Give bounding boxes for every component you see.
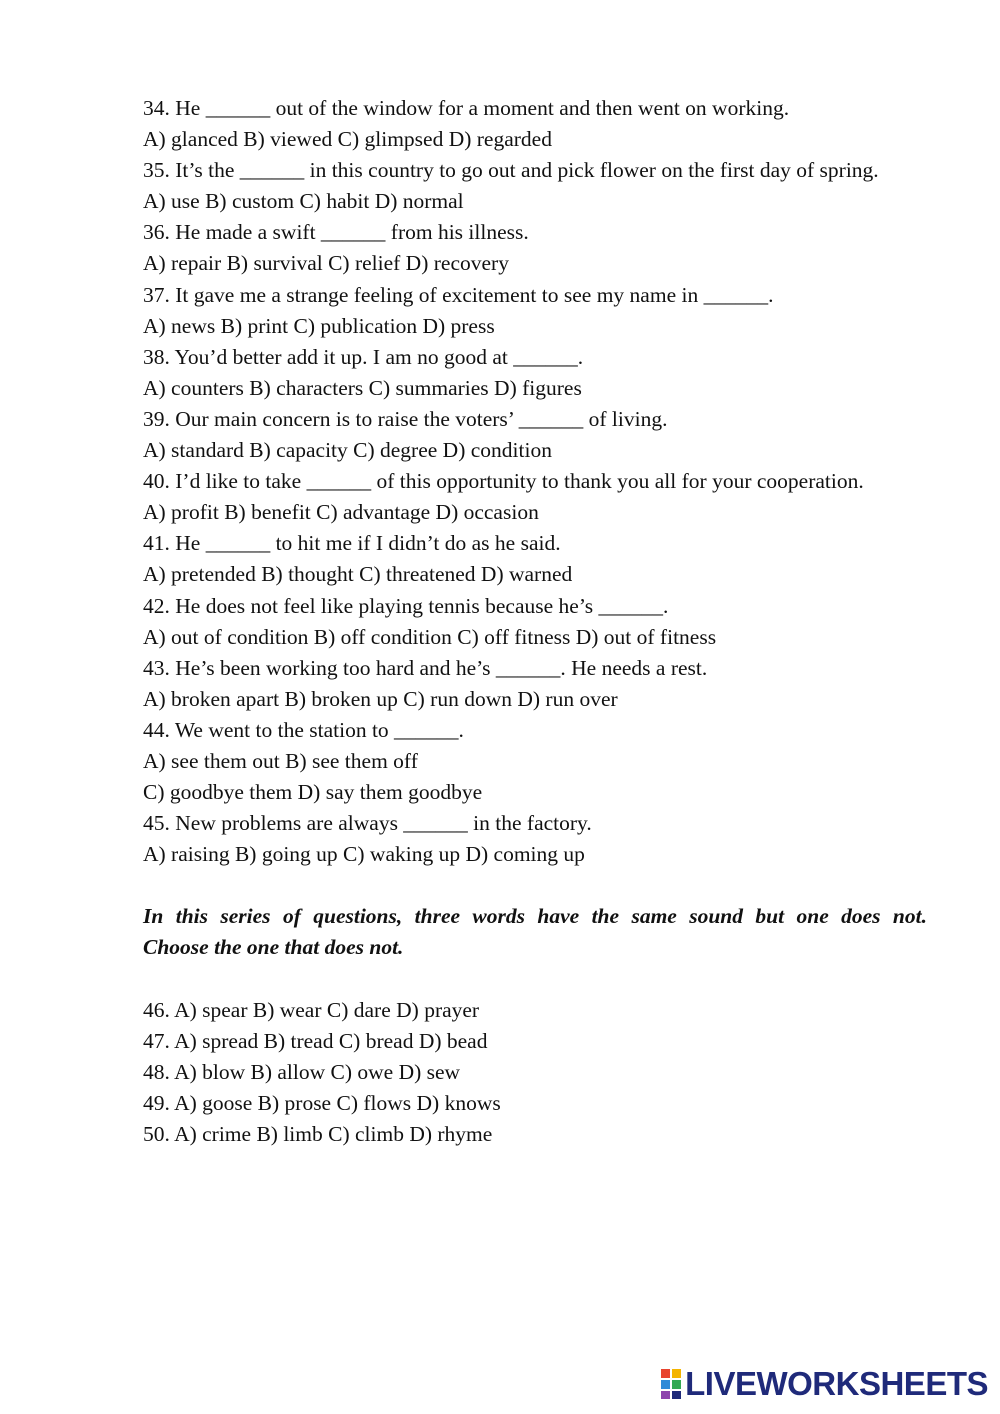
options-41: A) pretended B) thought C) threatened D) warned <box>143 562 573 587</box>
options-40: A) profit B) benefit C) advantage D) occasion <box>143 500 539 525</box>
options-43: A) broken apart B) broken up C) run down D) run over <box>143 686 618 711</box>
options-35: A) use B) custom C) habit D) normal <box>143 189 464 214</box>
section-instructions <box>143 901 927 963</box>
instructions-line-2: Choose the one that does not. <box>143 935 404 960</box>
question-37: 37. It gave me a strange feeling of excitement to see my name in ______. <box>143 282 774 307</box>
question-34: 34. He ______ out of the window for a moment and then went on working. <box>143 96 790 120</box>
question-46: 46. A) spear B) wear C) dare D) prayer <box>143 997 480 1022</box>
options-37: A) news B) print C) publication D) press <box>143 313 495 338</box>
question-44: 44. We went to the station to ______. <box>143 717 464 742</box>
options-44-line2: C) goodbye them D) say them goodbye <box>143 780 483 805</box>
liveworksheets-logo-icon <box>660 1368 682 1400</box>
question-list-part1 <box>143 93 933 870</box>
options-42: A) out of condition B) off condition C) off fitness D) out of fitness <box>143 624 717 649</box>
question-list-part2 <box>143 995 933 1150</box>
options-39: A) standard B) capacity C) degree D) condition <box>143 438 552 463</box>
question-42: 42. He does not feel like playing tennis because he’s ______. <box>143 593 669 618</box>
question-35: 35. It’s the ______ in this country to go out and pick flower on the first day of spring. <box>143 158 879 183</box>
question-39: 39. Our main concern is to raise the voters’ ______ of living. <box>143 406 668 431</box>
question-45: 45. New problems are always ______ in the factory. <box>143 811 592 836</box>
question-40: 40. I’d like to take ______ of this opportunity to thank you all for your cooperation. <box>143 469 864 494</box>
options-45: A) raising B) going up C) waking up D) coming up <box>143 842 585 867</box>
options-38: A) counters B) characters C) summaries D) figures <box>143 375 582 400</box>
question-43: 43. He’s been working too hard and he’s ______. He needs a rest. <box>143 655 708 680</box>
question-36: 36. He made a swift ______ from his illness. <box>143 220 529 245</box>
question-47: 47. A) spread B) tread C) bread D) bead <box>143 1028 488 1053</box>
liveworksheets-logo <box>660 1364 988 1404</box>
question-48: 48. A) blow B) allow C) owe D) sew <box>143 1059 461 1084</box>
worksheet-content <box>143 93 933 1150</box>
options-44-line1: A) see them out B) see them off <box>143 748 418 773</box>
question-50: 50. A) crime B) limb C) climb D) rhyme <box>143 1121 493 1146</box>
options-36: A) repair B) survival C) relief D) recovery <box>143 251 509 276</box>
question-38: 38. You’d better add it up. I am no good at ______. <box>143 344 584 369</box>
options-34: A) glanced B) viewed C) glimpsed D) regarded <box>143 127 552 152</box>
logo-text: LIVEWORKSHEETS <box>685 1365 988 1402</box>
instructions-line-1: In this series of questions, three words have the same sound but one does not. <box>143 904 927 929</box>
question-41: 41. He ______ to hit me if I didn’t do as he said. <box>143 531 561 556</box>
question-49: 49. A) goose B) prose C) flows D) knows <box>143 1090 501 1115</box>
